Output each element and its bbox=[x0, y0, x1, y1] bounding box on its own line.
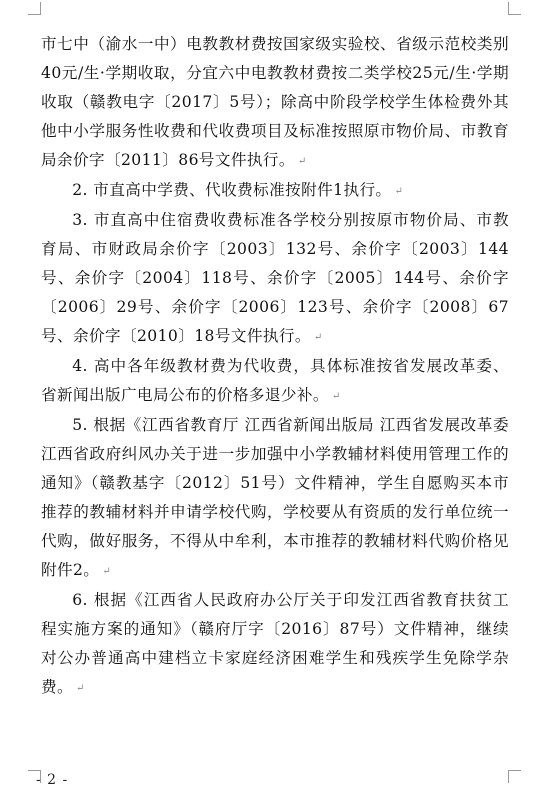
paragraph-mark-icon: ↵ bbox=[76, 683, 85, 694]
paragraph-text: 5. 根据《江西省教育厅 江西省新闻出版局 江西省发展改革委 江西省政府纠风办关于进一步加强中小学教辅材料使用管理工作的通知》（赣教基字〔2012〕51号）文件精神，学生自愿购买本市推荐的教辅材料并申请学校代购，学校要从有资质的发行单位统一代购，做好服务，不得从中牟利，本市推荐的教辅材料代购价格见附件2。 bbox=[41, 416, 509, 579]
paragraph-text: 4. 高中各年级教材费为代收费，具体标准按省发展改革委、省新闻出版广电局公布的价格多退少补。 bbox=[41, 357, 509, 404]
crop-mark-top-left bbox=[28, 2, 41, 15]
paragraph-text: 2. 市直高中学费、代收费标准按附件1执行。 bbox=[72, 181, 392, 199]
paragraph-item-5 bbox=[41, 411, 509, 586]
paragraph-item-3 bbox=[41, 206, 509, 352]
paragraph-mark-icon: ↵ bbox=[313, 332, 323, 343]
paragraph-text: 市七中（渝水一中）电教教材费按国家级实验校、省级示范校类别40元/生·学期收取，分宜六中电教教材费按二类学校25元/生·学期收取（赣教电字〔2017〕5号）；除高中阶段学校学生体检费外其他中小学服务性收费和代收费项目及标准按照原市物价局、市教育局余价字〔2011〕86号文件执行。 bbox=[41, 35, 509, 169]
paragraph-item-4 bbox=[41, 352, 509, 411]
paragraph-continuation bbox=[41, 30, 509, 176]
paragraph-mark-icon: ↵ bbox=[297, 156, 307, 167]
paragraph-text: 6. 根据《江西省人民政府办公厅关于印发江西省教育扶贫工程实施方案的通知》（赣府厅字〔2016〕87号）文件精神，继续对公办普通高中建档立卡家庭经济困难学生和残疾学生免除学杂费。 bbox=[41, 591, 509, 696]
paragraph-mark-icon: ↵ bbox=[394, 186, 404, 197]
document-body bbox=[41, 30, 509, 703]
paragraph-item-6 bbox=[41, 586, 509, 703]
paragraph-item-2 bbox=[41, 176, 509, 206]
page-number: - 2 - bbox=[36, 772, 69, 788]
paragraph-mark-icon: ↵ bbox=[331, 391, 341, 402]
paragraph-mark-icon: ↵ bbox=[102, 566, 112, 577]
crop-mark-bottom-right bbox=[508, 770, 521, 783]
paragraph-text: 3. 市直高中住宿费收费标准各学校分别按原市物价局、市教育局、市财政局余价字〔2003〕132号、余价字〔2003〕144号、余价字〔2004〕118号、余价字〔2005〕144号、余价字〔2006〕29号、余价字〔2006〕123号、余价字〔2008〕67号、余价字〔2010〕18号文件执行。 bbox=[41, 211, 509, 345]
crop-mark-top-right bbox=[508, 2, 521, 15]
